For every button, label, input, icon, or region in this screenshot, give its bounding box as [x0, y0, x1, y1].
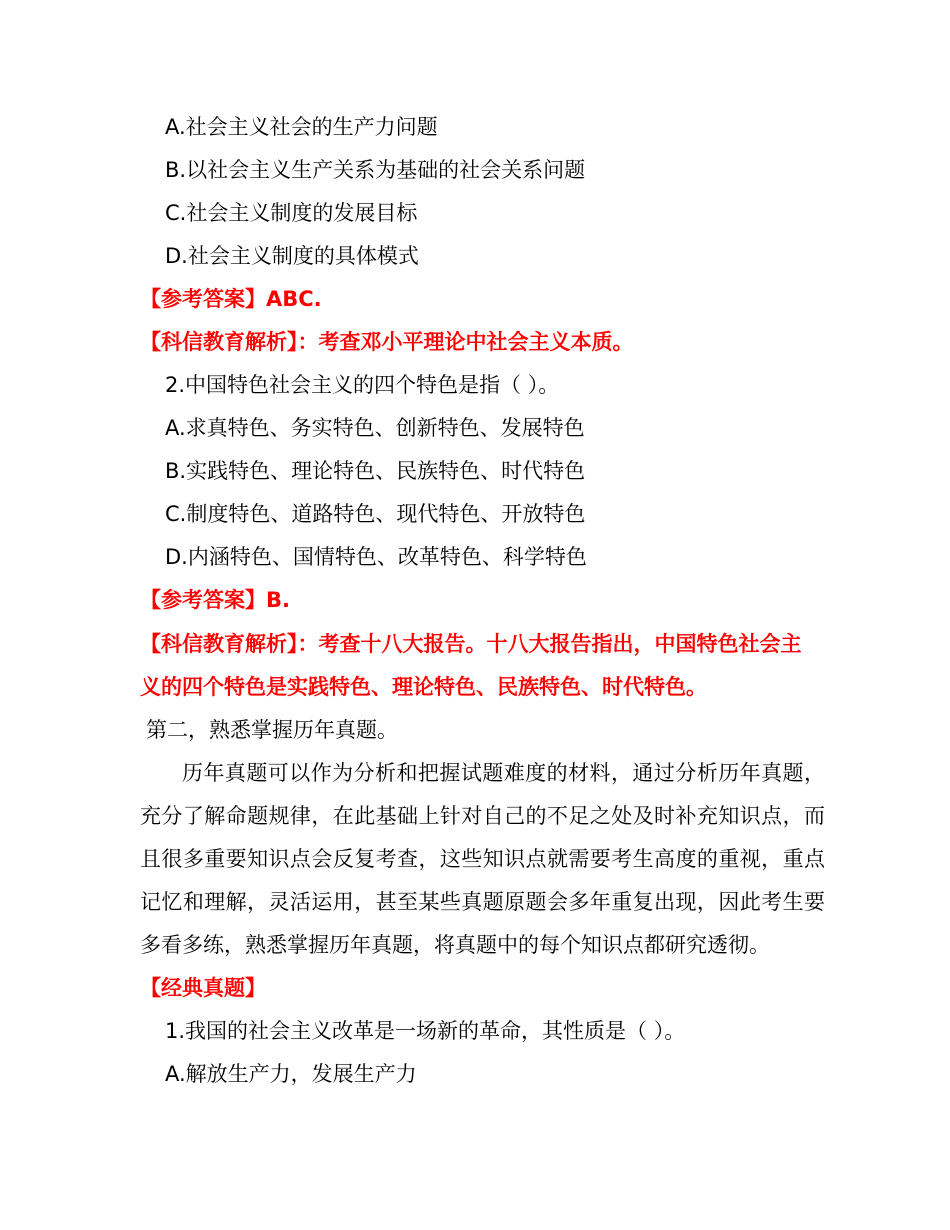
q1-option-b: B.以社会主义生产关系为基础的社会关系问题 [165, 158, 586, 182]
section-paragraph: 历年真题可以作为分析和把握试题难度的材料，通过分析历年真题，充分了解命题规律，在此基础上针对自己的不足之处及时补充知识点，而且很多重要知识点会反复考查，这些知识点就需要考生高度的重视，重点记忆和理解，灵活运用，甚至某些真题原题会多年重复出现，因此考生要多看多练，熟悉掌握历年真题，将真题中的每个知识点都研究透彻。 [140, 761, 825, 957]
q2-option-c: C.制度特色、道路特色、现代特色、开放特色 [165, 502, 586, 526]
classic-questions-label: 【经典真题】 [140, 976, 266, 1000]
q2-analysis-line-1: 【科信教育解析】：考查十八大报告。十八大报告指出，中国特色社会主 [140, 632, 802, 656]
q2-answer: 【参考答案】B. [140, 588, 290, 612]
q3-question: 1.我国的社会主义改革是一场新的革命，其性质是（ ）。 [165, 1019, 686, 1043]
section-heading: 第二，熟悉掌握历年真题。 [146, 718, 398, 742]
q1-analysis: 【科信教育解析】：考查邓小平理论中社会主义本质。 [140, 330, 634, 354]
q2-question: 2.中国特色社会主义的四个特色是指（ ）。 [165, 373, 560, 397]
q1-option-a: A.社会主义社会的生产力问题 [165, 115, 438, 139]
q2-option-a: A.求真特色、务实特色、创新特色、发展特色 [165, 416, 585, 440]
q2-analysis-line-2: 义的四个特色是实践特色、理论特色、民族特色、时代特色。 [140, 675, 707, 699]
q1-answer: 【参考答案】ABC. [140, 287, 322, 311]
q1-option-d: D.社会主义制度的具体模式 [165, 244, 419, 268]
q1-option-c: C.社会主义制度的发展目标 [165, 201, 418, 225]
q2-option-d: D.内涵特色、国情特色、改革特色、科学特色 [165, 545, 587, 569]
q2-option-b: B.实践特色、理论特色、民族特色、时代特色 [165, 459, 586, 483]
q3-option-a: A.解放生产力，发展生产力 [165, 1062, 417, 1086]
